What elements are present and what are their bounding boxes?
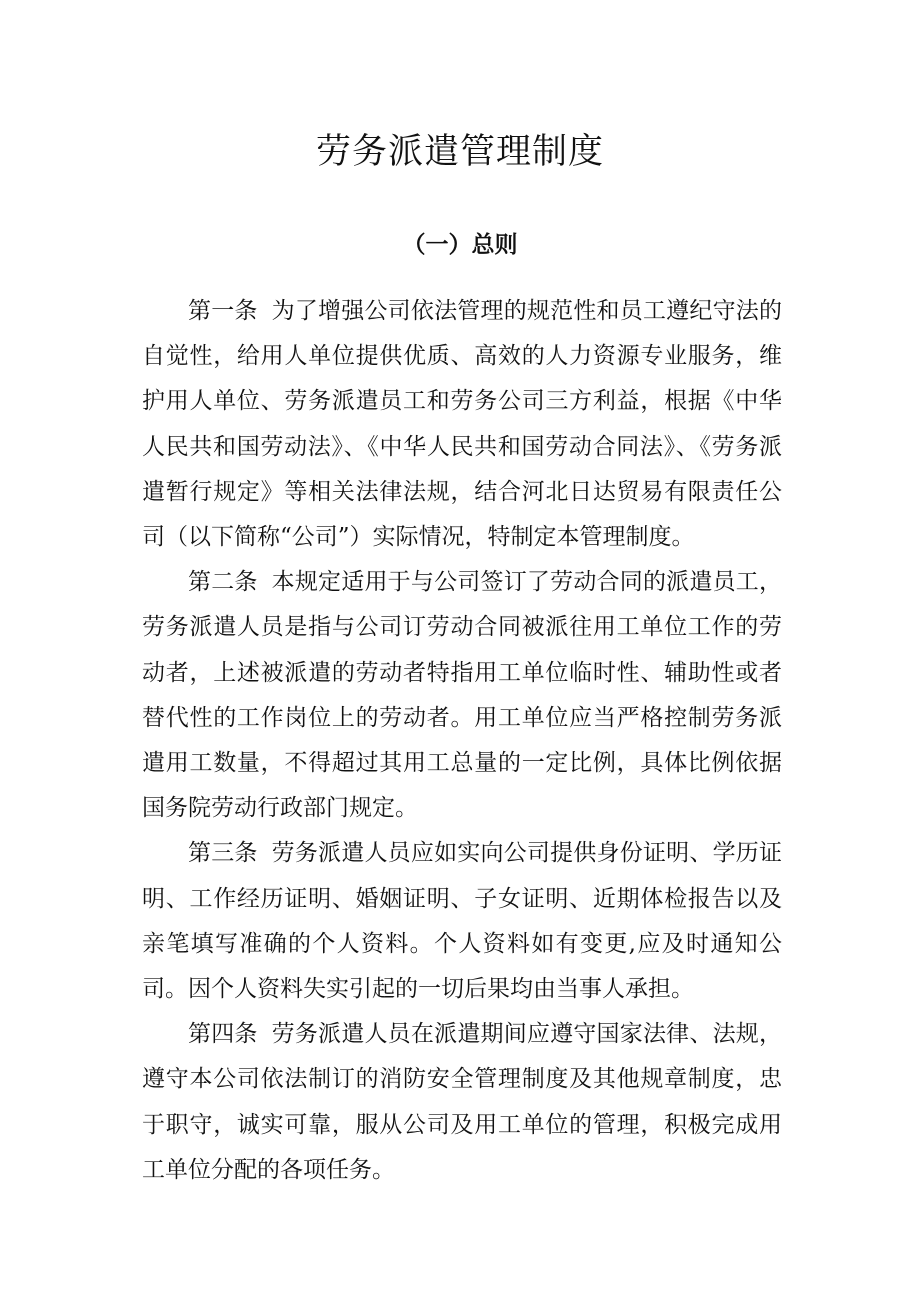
article-1 [142,289,782,560]
article-2 [142,560,782,831]
article-number: 第二条 [188,569,258,596]
article-number: 第三条 [188,840,258,867]
article-text: 劳务派遣人员应如实向公司提供身份证明、学历证明、工作经历证明、婚姻证明、子女证明、近期体检报告以及亲笔填写准确的个人资料。个人资料如有变更,应及时通知公司。因个人资料失实引起的一切后果均由当事人承担。 [142,840,782,1003]
article-4 [142,1012,782,1193]
article-3 [142,831,782,1012]
article-text: 为了增强公司依法管理的规范性和员工遵纪守法的自觉性，给用人单位提供优质、高效的人力资源专业服务，维护用人单位、劳务派遣员工和劳务公司三方利益，根据《中华人民共和国劳动法》、《中华人民共和国劳动合同法》、《劳务派遣暂行规定》等相关法律法规，结合河北日达贸易有限责任公司（以下简称“公司”）实际情况，特制定本管理制度。 [142,298,782,551]
document-title: 劳务派遣管理制度 [315,132,604,172]
article-text: 劳务派遣人员在派遣期间应遵守国家法律、法规，遵守本公司依法制订的消防安全管理制度及其他规章制度，忠于职守，诚实可靠，服从公司及用工单位的管理，积极完成用工单位分配的各项任务。 [142,1021,782,1183]
article-number: 第一条 [188,298,258,324]
article-text: 本规定适用于与公司签订了劳动合同的派遣员工，劳务派遣人员是指与公司订劳动合同被派往用工单位工作的劳动者，上述被派遣的劳动者特指用工单位临时性、辅助性或者替代性的工作岗位上的劳动者。用工单位应当严格控制劳务派遣用工数量，不得超过其用工总量的一定比例，具体比例依据国务院劳动行政部门规定。 [142,569,782,822]
section-heading: （一）总则 [402,231,518,258]
article-number: 第四条 [188,1021,258,1048]
article-list [142,289,782,1193]
